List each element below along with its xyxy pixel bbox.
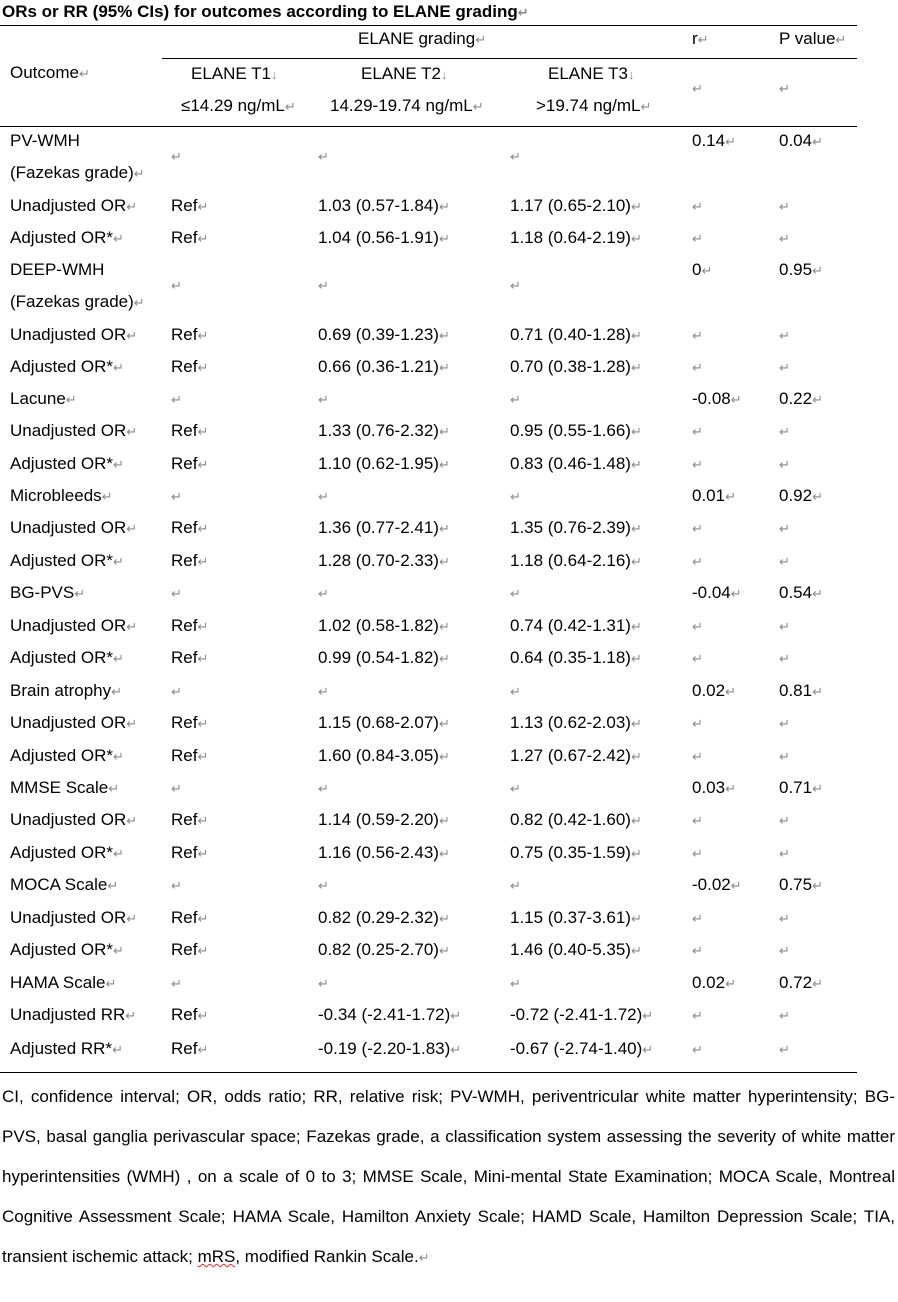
cell-r: ↵	[692, 716, 703, 731]
cell-r: ↵	[692, 1042, 703, 1057]
cell-p: 0.72↵	[779, 973, 823, 992]
cell-t3: 1.46 (0.40-5.35)↵	[510, 940, 642, 959]
cell-t3: 1.15 (0.37-3.61)↵	[510, 908, 642, 927]
header-r-empty: ↵	[692, 81, 703, 96]
cell-t1: Ref↵	[171, 746, 209, 765]
cell-t1: Ref↵	[171, 713, 209, 732]
cell-t2: -0.19 (-2.20-1.83)↵	[318, 1039, 462, 1058]
cell-r: ↵	[692, 521, 703, 536]
cell-t1: Ref↵	[171, 518, 209, 537]
cell-t3: 1.17 (0.65-2.10)↵	[510, 196, 642, 215]
cell-t2: ↵	[318, 278, 329, 293]
cell-t2: 1.36 (0.77-2.41)↵	[318, 518, 450, 537]
cell-outcome: Adjusted OR*↵	[10, 228, 124, 247]
cell-t2: 0.82 (0.29-2.32)↵	[318, 908, 450, 927]
cell-p: ↵	[779, 457, 790, 472]
cell-outcome-line2: (Fazekas grade)↵	[10, 292, 145, 311]
cell-outcome: Unadjusted OR↵	[10, 518, 138, 537]
cell-t1: ↵	[171, 878, 182, 893]
group-rule	[162, 58, 857, 59]
cell-outcome: PV-WMH	[10, 131, 80, 150]
cell-r: ↵	[692, 749, 703, 764]
cell-t3: 1.18 (0.64-2.16)↵	[510, 551, 642, 570]
header-t2-range: 14.29-19.74 ng/mL↵	[330, 96, 484, 115]
cell-t3: 0.70 (0.38-1.28)↵	[510, 357, 642, 376]
table-bottom-rule	[0, 1072, 857, 1073]
cell-p: ↵	[779, 1042, 790, 1057]
cell-r: ↵	[692, 231, 703, 246]
cell-t2: ↵	[318, 489, 329, 504]
cell-r: 0↵	[692, 260, 713, 279]
cell-outcome: MMSE Scale↵	[10, 778, 120, 797]
cell-r: 0.02↵	[692, 681, 736, 700]
top-rule	[0, 25, 857, 26]
cell-outcome: DEEP-WMH	[10, 260, 105, 279]
cell-r: 0.14↵	[692, 131, 736, 150]
cell-t1: Ref↵	[171, 908, 209, 927]
cell-t2: 0.66 (0.36-1.21)↵	[318, 357, 450, 376]
cell-r: ↵	[692, 328, 703, 343]
cell-p: ↵	[779, 521, 790, 536]
cell-r: 0.03↵	[692, 778, 736, 797]
cell-t2: 1.15 (0.68-2.07)↵	[318, 713, 450, 732]
cell-t1: ↵	[171, 278, 182, 293]
cell-t1: Ref↵	[171, 810, 209, 829]
cell-t2: 1.14 (0.59-2.20)↵	[318, 810, 450, 829]
cell-outcome: Adjusted OR*↵	[10, 551, 124, 570]
cell-t3: ↵	[510, 878, 521, 893]
cell-t1: Ref↵	[171, 454, 209, 473]
cell-r: ↵	[692, 554, 703, 569]
cell-t2: 1.33 (0.76-2.32)↵	[318, 421, 450, 440]
cell-t1: Ref↵	[171, 196, 209, 215]
cell-p: 0.04↵	[779, 131, 823, 150]
cell-outcome: MOCA Scale↵	[10, 875, 119, 894]
cell-t3: 0.74 (0.42-1.31)↵	[510, 616, 642, 635]
cell-t2: ↵	[318, 976, 329, 991]
cell-t3: 0.75 (0.35-1.59)↵	[510, 843, 642, 862]
cell-t1: Ref↵	[171, 325, 209, 344]
cell-t3: ↵	[510, 781, 521, 796]
cell-p: ↵	[779, 554, 790, 569]
cell-outcome-line2: (Fazekas grade)↵	[10, 163, 145, 182]
cell-t2: ↵	[318, 149, 329, 164]
cell-t3: 0.83 (0.46-1.48)↵	[510, 454, 642, 473]
header-t1: ELANE T1↓	[191, 64, 278, 83]
cell-r: ↵	[692, 199, 703, 214]
cell-p: ↵	[779, 911, 790, 926]
cell-t1: ↵	[171, 489, 182, 504]
table-title: ORs or RR (95% CIs) for outcomes according to ELANE grading↵	[2, 2, 529, 21]
cell-t2: ↵	[318, 878, 329, 893]
cell-p: ↵	[779, 813, 790, 828]
cell-t1: Ref↵	[171, 648, 209, 667]
cell-t2: 1.16 (0.56-2.43)↵	[318, 843, 450, 862]
cell-p: ↵	[779, 199, 790, 214]
cell-r: ↵	[692, 457, 703, 472]
cell-outcome: Unadjusted RR↵	[10, 1005, 137, 1024]
cell-t3: 1.18 (0.64-2.19)↵	[510, 228, 642, 247]
cell-t2: 0.69 (0.39-1.23)↵	[318, 325, 450, 344]
cell-t1: ↵	[171, 781, 182, 796]
cell-t2: ↵	[318, 781, 329, 796]
cell-t2: 1.60 (0.84-3.05)↵	[318, 746, 450, 765]
cell-t3: ↵	[510, 489, 521, 504]
cell-t1: Ref↵	[171, 940, 209, 959]
cell-outcome: Unadjusted OR↵	[10, 616, 138, 635]
cell-outcome: Unadjusted OR↵	[10, 421, 138, 440]
header-outcome: Outcome↵	[10, 63, 90, 82]
cell-p: ↵	[779, 716, 790, 731]
cell-p: 0.95↵	[779, 260, 823, 279]
header-p-value: P value↵	[779, 29, 847, 48]
cell-r: ↵	[692, 360, 703, 375]
cell-outcome: Adjusted OR*↵	[10, 843, 124, 862]
cell-outcome: Unadjusted OR↵	[10, 325, 138, 344]
cell-p: ↵	[779, 619, 790, 634]
cell-p: 0.71↵	[779, 778, 823, 797]
header-r: r↵	[692, 29, 709, 48]
cell-t1: Ref↵	[171, 843, 209, 862]
cell-r: ↵	[692, 619, 703, 634]
cell-outcome: Brain atrophy↵	[10, 681, 123, 700]
cell-p: ↵	[779, 651, 790, 666]
cell-p: 0.92↵	[779, 486, 823, 505]
cell-t3: ↵	[510, 586, 521, 601]
cell-t2: 1.02 (0.58-1.82)↵	[318, 616, 450, 635]
cell-t2: 0.99 (0.54-1.82)↵	[318, 648, 450, 667]
cell-outcome: Adjusted OR*↵	[10, 940, 124, 959]
cell-p: ↵	[779, 749, 790, 764]
cell-outcome: Adjusted RR*↵	[10, 1039, 123, 1058]
cell-t2: 0.82 (0.25-2.70)↵	[318, 940, 450, 959]
cell-p: ↵	[779, 424, 790, 439]
cell-t1: Ref↵	[171, 1005, 209, 1024]
table-footnote: CI, confidence interval; OR, odds ratio; RR, relative risk; PV-WMH, periventricular white matter hyperintensity; BG-PVS, basal ganglia perivascular space; Fazekas grade, a classification system assessing the severity of white matter hyperintensities (WMH) , on a scale of 0 to 3; MMSE Scale, Mini-mental State Examination; MOCA Scale, Montreal Cognitive Assessment Scale; HAMA Scale, Hamilton Anxiety Scale; HAMD Scale, Hamilton Depression Scale; TIA, transient ischemic attack; mRS, modified Rankin Scale.↵	[2, 1087, 895, 1266]
cell-t1: Ref↵	[171, 616, 209, 635]
cell-t1: ↵	[171, 392, 182, 407]
cell-t3: ↵	[510, 149, 521, 164]
cell-outcome: Lacune↵	[10, 389, 77, 408]
cell-outcome: Unadjusted OR↵	[10, 908, 138, 927]
cell-outcome: Adjusted OR*↵	[10, 454, 124, 473]
cell-r: ↵	[692, 943, 703, 958]
cell-t3: ↵	[510, 976, 521, 991]
cell-t3: -0.67 (-2.74-1.40)↵	[510, 1039, 654, 1058]
cell-p: ↵	[779, 1008, 790, 1023]
cell-p: 0.81↵	[779, 681, 823, 700]
cell-t3: -0.72 (-2.41-1.72)↵	[510, 1005, 654, 1024]
cell-t3: ↵	[510, 684, 521, 699]
cell-r: ↵	[692, 1008, 703, 1023]
header-t3: ELANE T3↓	[548, 64, 635, 83]
cell-t1: Ref↵	[171, 1039, 209, 1058]
cell-t3: 0.82 (0.42-1.60)↵	[510, 810, 642, 829]
cell-t2: ↵	[318, 392, 329, 407]
cell-r: -0.04↵	[692, 583, 742, 602]
cell-r: ↵	[692, 846, 703, 861]
cell-t1: ↵	[171, 586, 182, 601]
cell-r: ↵	[692, 911, 703, 926]
cell-p: ↵	[779, 231, 790, 246]
cell-t3: 0.64 (0.35-1.18)↵	[510, 648, 642, 667]
cell-t1: Ref↵	[171, 357, 209, 376]
cell-outcome: BG-PVS↵	[10, 583, 86, 602]
cell-t2: ↵	[318, 586, 329, 601]
header-elane-grading: ELANE grading↵	[358, 29, 487, 48]
cell-t3: 1.35 (0.76-2.39)↵	[510, 518, 642, 537]
cell-t2: ↵	[318, 684, 329, 699]
cell-p: ↵	[779, 943, 790, 958]
cell-p: 0.54↵	[779, 583, 823, 602]
header-t2: ELANE T2↓	[361, 64, 448, 83]
cell-t2: 1.04 (0.56-1.91)↵	[318, 228, 450, 247]
cell-t3: ↵	[510, 278, 521, 293]
cell-t1: Ref↵	[171, 551, 209, 570]
header-p-empty: ↵	[779, 81, 790, 96]
cell-p: ↵	[779, 328, 790, 343]
cell-t1: Ref↵	[171, 421, 209, 440]
cell-r: -0.08↵	[692, 389, 742, 408]
cell-r: 0.01↵	[692, 486, 736, 505]
cell-t2: -0.34 (-2.41-1.72)↵	[318, 1005, 462, 1024]
cell-t3: 0.95 (0.55-1.66)↵	[510, 421, 642, 440]
cell-t3: 1.13 (0.62-2.03)↵	[510, 713, 642, 732]
cell-outcome: Adjusted OR*↵	[10, 746, 124, 765]
cell-t3: ↵	[510, 392, 521, 407]
cell-r: 0.02↵	[692, 973, 736, 992]
cell-t1: ↵	[171, 684, 182, 699]
cell-r: -0.02↵	[692, 875, 742, 894]
header-t3-range: >19.74 ng/mL↵	[536, 96, 652, 115]
cell-outcome: Unadjusted OR↵	[10, 713, 138, 732]
cell-t2: 1.28 (0.70-2.33)↵	[318, 551, 450, 570]
cell-r: ↵	[692, 424, 703, 439]
cell-t2: 1.03 (0.57-1.84)↵	[318, 196, 450, 215]
cell-outcome: Adjusted OR*↵	[10, 357, 124, 376]
cell-r: ↵	[692, 813, 703, 828]
cell-outcome: Adjusted OR*↵	[10, 648, 124, 667]
header-bottom-rule	[0, 126, 857, 127]
cell-t1: ↵	[171, 149, 182, 164]
cell-r: ↵	[692, 651, 703, 666]
cell-t3: 1.27 (0.67-2.42)↵	[510, 746, 642, 765]
cell-outcome: HAMA Scale↵	[10, 973, 117, 992]
cell-p: ↵	[779, 360, 790, 375]
cell-outcome: Unadjusted OR↵	[10, 196, 138, 215]
cell-outcome: Unadjusted OR↵	[10, 810, 138, 829]
header-t1-range: ≤14.29 ng/mL↵	[181, 96, 296, 115]
cell-t1: Ref↵	[171, 228, 209, 247]
cell-p: 0.75↵	[779, 875, 823, 894]
cell-outcome: Microbleeds↵	[10, 486, 113, 505]
spellcheck-flag: mRS	[197, 1247, 236, 1266]
cell-p: 0.22↵	[779, 389, 823, 408]
cell-t2: 1.10 (0.62-1.95)↵	[318, 454, 450, 473]
cell-t1: ↵	[171, 976, 182, 991]
cell-p: ↵	[779, 846, 790, 861]
cell-t3: 0.71 (0.40-1.28)↵	[510, 325, 642, 344]
